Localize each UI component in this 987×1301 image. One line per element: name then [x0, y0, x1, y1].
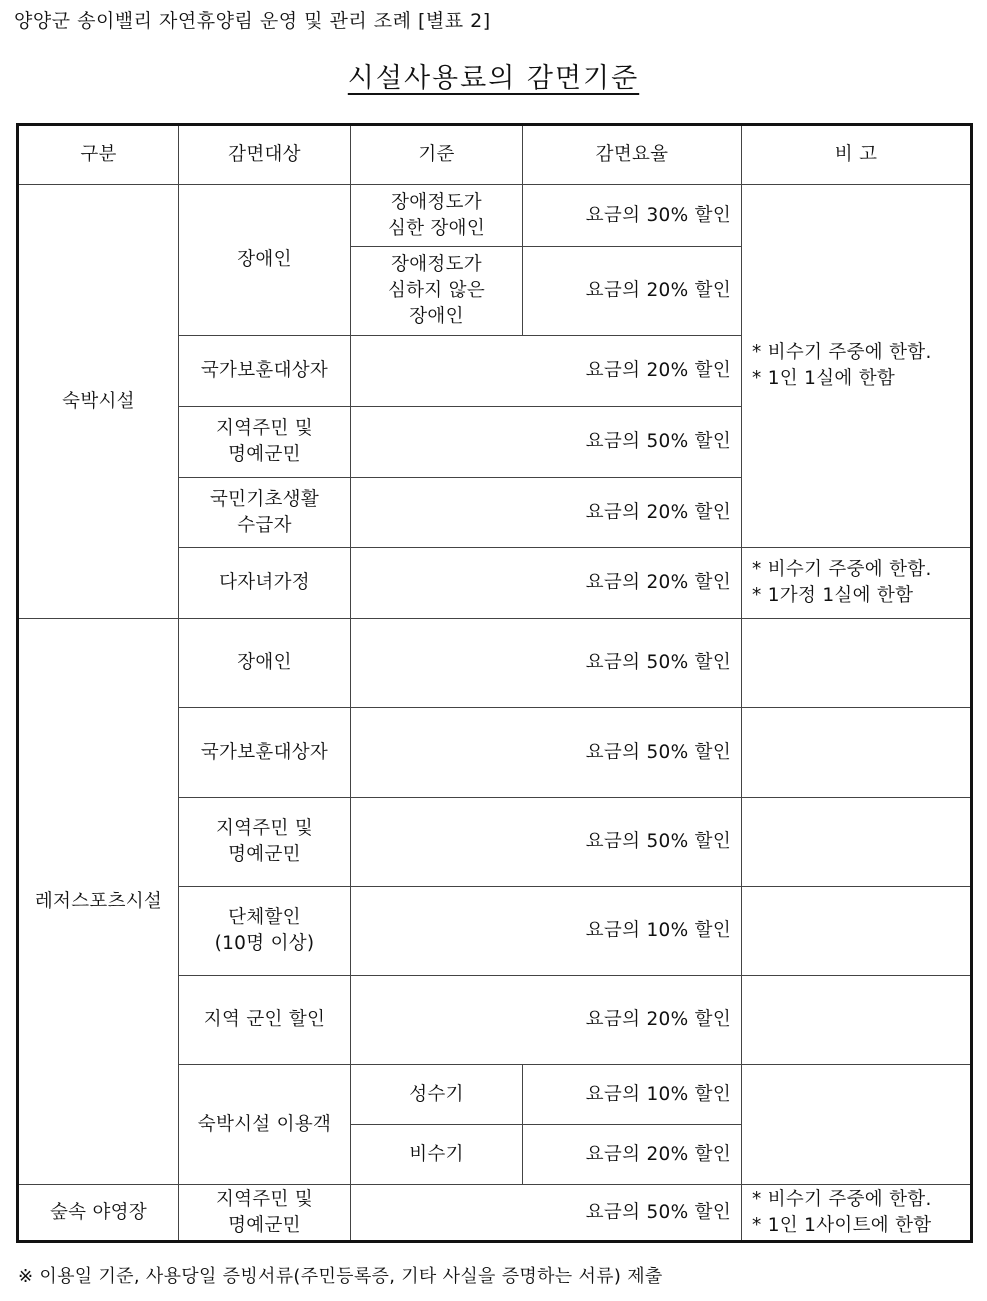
rate-cell: 요금의 20% 할인 — [523, 1125, 742, 1185]
rate-cell: 요금의 50% 할인 — [351, 798, 742, 887]
header-target: 감면대상 — [179, 125, 351, 185]
header-remarks: 비 고 — [742, 125, 972, 185]
target-veterans: 국가보훈대상자 — [179, 336, 351, 407]
rate-cell: 요금의 20% 할인 — [351, 976, 742, 1065]
fee-reduction-table — [16, 123, 973, 1243]
page-title: 시설사용료의 감면기준 — [347, 63, 640, 94]
criteria-peak: 성수기 — [351, 1065, 523, 1125]
rate-cell: 요금의 30% 할인 — [523, 185, 742, 247]
rate-cell: 요금의 50% 할인 — [351, 1185, 742, 1242]
target-group: 단체할인 (10명 이상) — [179, 887, 351, 976]
footnote: ※ 이용일 기준, 사용당일 증빙서류(주민등록증, 기타 사실을 증명하는 서류) 제출 — [18, 1266, 663, 1287]
category-leisure: 레저스포츠시설 — [18, 619, 179, 1185]
rate-cell: 요금의 20% 할인 — [351, 548, 742, 619]
category-lodging: 숙박시설 — [18, 185, 179, 619]
table-header-row — [18, 125, 972, 185]
remarks-empty — [742, 708, 972, 798]
criteria-mild: 장애정도가 심하지 않은 장애인 — [351, 247, 523, 336]
criteria-offpeak: 비수기 — [351, 1125, 523, 1185]
rate-cell: 요금의 50% 할인 — [351, 407, 742, 478]
target-welfare: 국민기초생활 수급자 — [179, 478, 351, 548]
target-veterans: 국가보훈대상자 — [179, 708, 351, 798]
remarks-camping: * 비수기 주중에 한함. * 1인 1사이트에 한함 — [742, 1185, 972, 1242]
target-multichild: 다자녀가정 — [179, 548, 351, 619]
category-camping: 숲속 야영장 — [18, 1185, 179, 1242]
remarks-empty — [742, 887, 972, 976]
remarks-empty — [742, 798, 972, 887]
header-criteria: 기준 — [351, 125, 523, 185]
rate-cell: 요금의 10% 할인 — [523, 1065, 742, 1125]
target-lodging-guests: 숙박시설 이용객 — [179, 1065, 351, 1185]
rate-cell: 요금의 50% 할인 — [351, 619, 742, 708]
rate-cell: 요금의 10% 할인 — [351, 887, 742, 976]
rate-cell: 요금의 20% 할인 — [351, 478, 742, 548]
target-residents: 지역주민 및 명예군민 — [179, 798, 351, 887]
remarks-lodging: * 비수기 주중에 한함. * 1인 1실에 한함 — [742, 185, 972, 548]
header-rate: 감면요율 — [523, 125, 742, 185]
table-row — [18, 185, 972, 247]
table-row — [18, 619, 972, 708]
target-disabled: 장애인 — [179, 619, 351, 708]
remarks-multichild: * 비수기 주중에 한함. * 1가정 1실에 한함 — [742, 548, 972, 619]
rate-cell: 요금의 20% 할인 — [351, 336, 742, 407]
header-category: 구분 — [18, 125, 179, 185]
remarks-empty — [742, 1065, 972, 1185]
remarks-empty — [742, 619, 972, 708]
criteria-severe: 장애정도가 심한 장애인 — [351, 185, 523, 247]
target-residents: 지역주민 및 명예군민 — [179, 407, 351, 478]
rate-cell: 요금의 50% 할인 — [351, 708, 742, 798]
ordinance-header: 양양군 송이밸리 자연휴양림 운영 및 관리 조례 [별표 2] — [14, 10, 491, 32]
target-disabled: 장애인 — [179, 185, 351, 336]
table-row — [18, 1185, 972, 1242]
target-soldiers: 지역 군인 할인 — [179, 976, 351, 1065]
target-residents: 지역주민 및 명예군민 — [179, 1185, 351, 1242]
remarks-empty — [742, 976, 972, 1065]
rate-cell: 요금의 20% 할인 — [523, 247, 742, 336]
